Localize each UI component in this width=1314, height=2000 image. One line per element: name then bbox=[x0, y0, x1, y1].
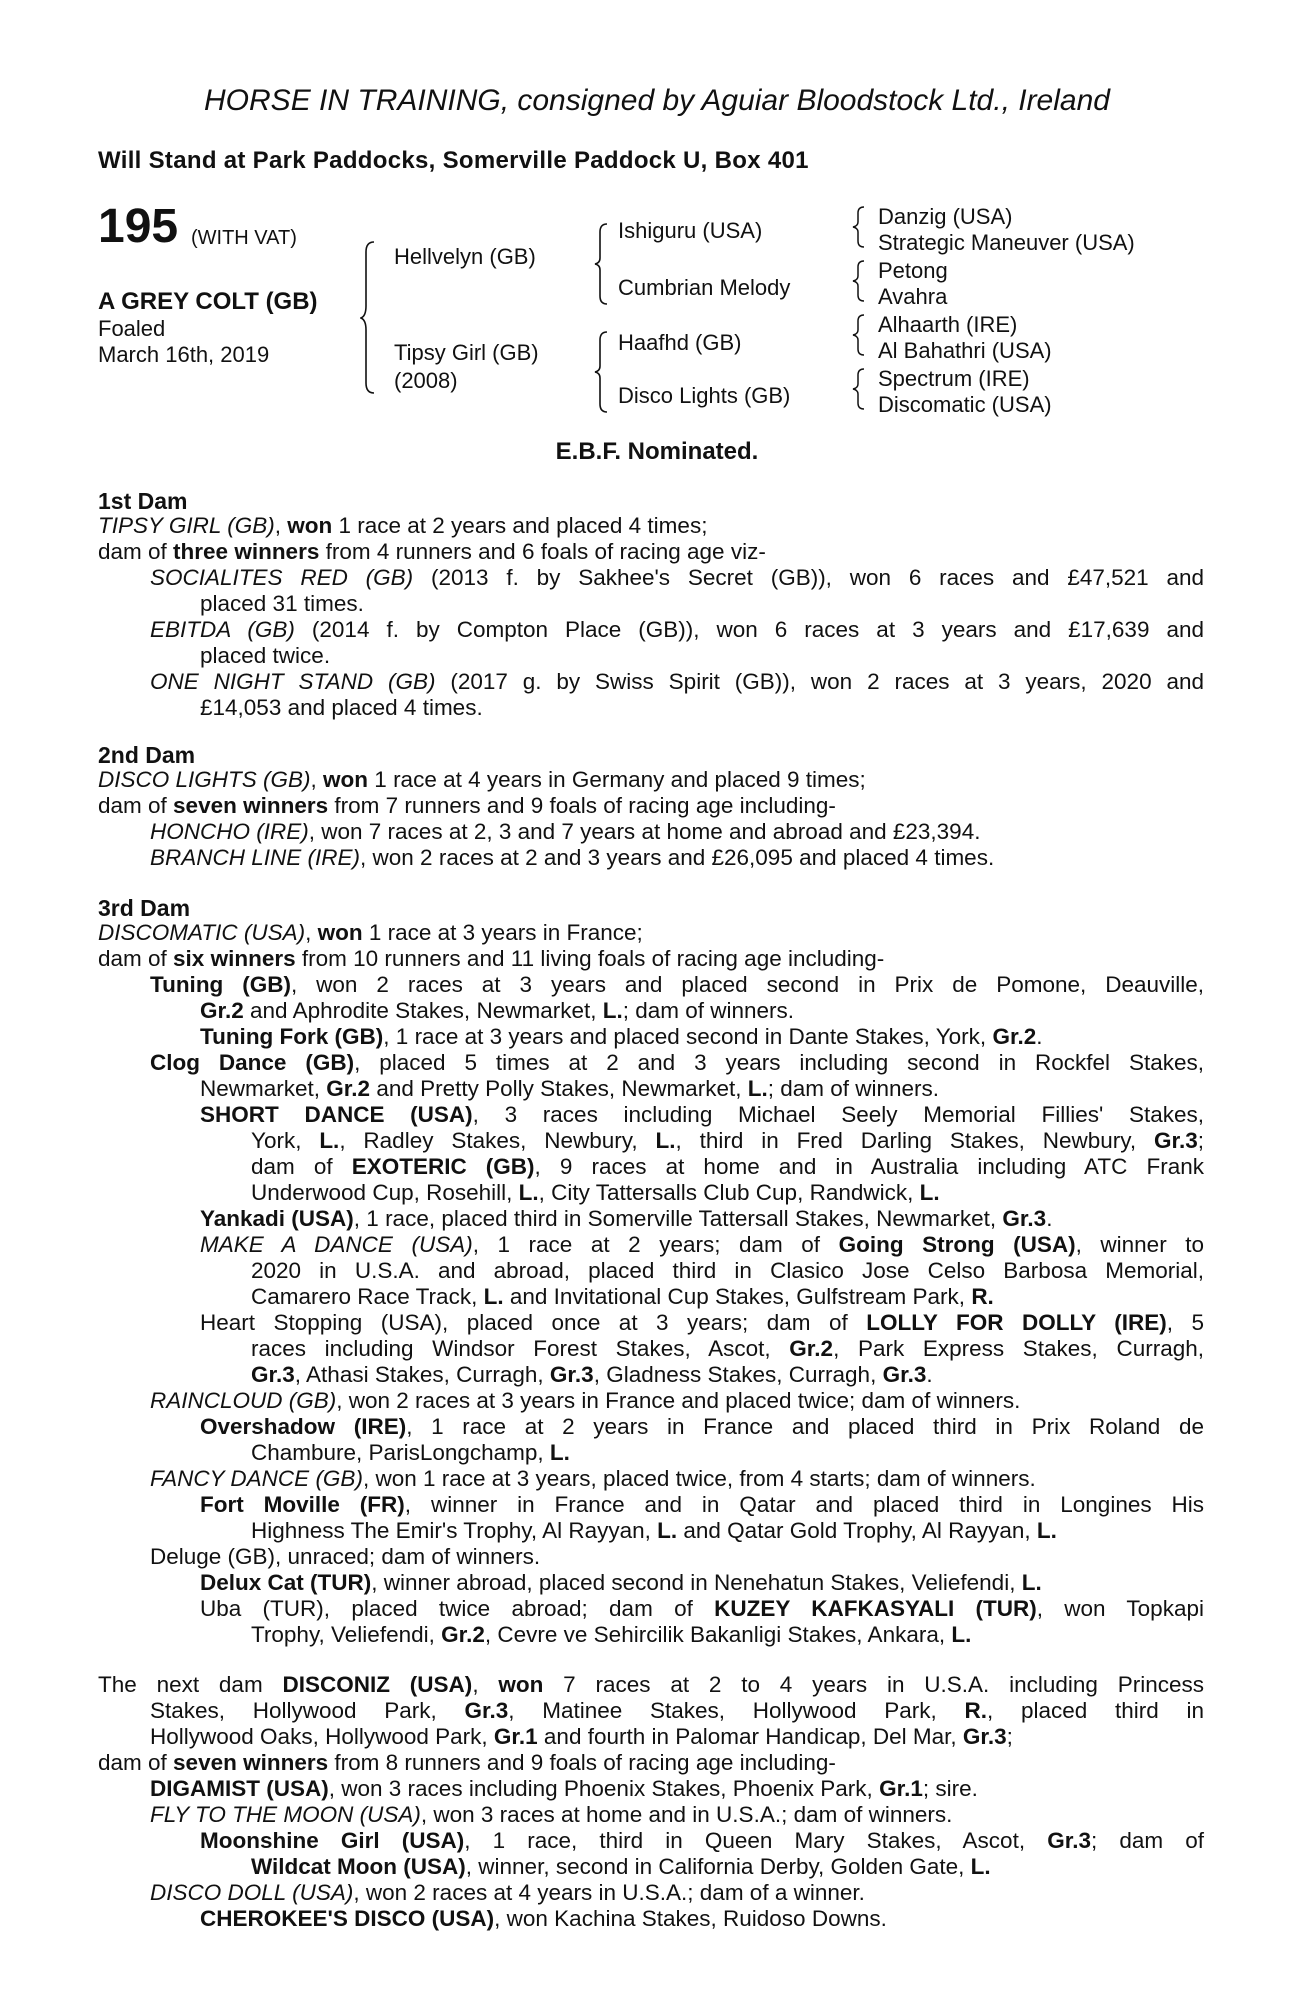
next-dam-line: DISCO DOLL (USA), won 2 races at 4 years in U.S.A.; dam of a winner. bbox=[150, 1880, 865, 1905]
third-dam-line: Delux Cat (TUR), winner abroad, placed second in Nenehatun Stakes, Veliefendi, L. bbox=[200, 1570, 1042, 1595]
third-dam-line: Tuning Fork (GB), 1 race at 3 years and placed second in Dante Stakes, York, Gr.2. bbox=[200, 1024, 1043, 1049]
next-dam-line: FLY TO THE MOON (USA), won 3 races at home and in U.S.A.; dam of winners. bbox=[150, 1802, 953, 1827]
third-dam-line: Trophy, Veliefendi, Gr.2, Cevre ve Sehircilik Bakanligi Stakes, Ankara, L. bbox=[251, 1622, 972, 1647]
pedigree-g5: Alhaarth (IRE) bbox=[878, 312, 1018, 337]
first-dam-line: EBITDA (GB) (2014 f. by Compton Place (GB)), won 6 races at 3 years and £17,639 and bbox=[150, 617, 1204, 642]
pedigree-g6: Al Bahathri (USA) bbox=[878, 338, 1052, 363]
next-dam-line: Wildcat Moon (USA), winner, second in California Derby, Golden Gate, L. bbox=[251, 1854, 991, 1879]
pedigree-sire-dam: Cumbrian Melody bbox=[618, 275, 791, 300]
second-dam-line: HONCHO (IRE), won 7 races at 2, 3 and 7 years at home and abroad and £23,394. bbox=[150, 819, 981, 844]
first-dam-heading: 1st Dam bbox=[98, 488, 188, 514]
third-dam-line: Gr.2 and Aphrodite Stakes, Newmarket, L.; dam of winners. bbox=[200, 998, 795, 1023]
third-dam-line: Fort Moville (FR), winner in France and in Qatar and placed third in Longines His bbox=[200, 1492, 1204, 1517]
foaled-label: Foaled bbox=[98, 316, 166, 341]
third-dam-line: Newmarket, Gr.2 and Pretty Polly Stakes, Newmarket, L.; dam of winners. bbox=[200, 1076, 940, 1101]
third-dam-line: MAKE A DANCE (USA), 1 race at 2 years; dam of Going Strong (USA), winner to bbox=[200, 1232, 1204, 1257]
next-dam-line: CHEROKEE'S DISCO (USA), won Kachina Stakes, Ruidoso Downs. bbox=[200, 1906, 887, 1931]
pedigree-g3: Petong bbox=[878, 258, 948, 283]
third-dam-line: Heart Stopping (USA), placed once at 3 years; dam of LOLLY FOR DOLLY (IRE), 5 bbox=[200, 1310, 1204, 1335]
pedigree-g1: Danzig (USA) bbox=[878, 204, 1013, 229]
foaled-date: March 16th, 2019 bbox=[98, 342, 270, 367]
next-dam-line: Stakes, Hollywood Park, Gr.3, Matinee Stakes, Hollywood Park, R., placed third in bbox=[150, 1698, 1204, 1723]
third-dam-line: Camarero Race Track, L. and Invitational Cup Stakes, Gulfstream Park, R. bbox=[251, 1284, 994, 1309]
pedigree-brace-g2 bbox=[851, 259, 867, 303]
vat-note: (WITH VAT) bbox=[191, 227, 297, 249]
pedigree-brace-g4 bbox=[851, 367, 867, 411]
third-dam-line: Deluge (GB), unraced; dam of winners. bbox=[150, 1544, 541, 1569]
first-dam-line: SOCIALITES RED (GB) (2013 f. by Sakhee's Secret (GB)), won 6 races and £47,521 and bbox=[150, 565, 1204, 590]
pedigree-brace-sire bbox=[594, 222, 610, 306]
pedigree-sire: Hellvelyn (GB) bbox=[394, 244, 536, 269]
lot-description: A GREY COLT (GB) bbox=[98, 288, 318, 315]
third-dam-line: Clog Dance (GB), placed 5 times at 2 and 3 years including second in Rockfel Stakes, bbox=[150, 1050, 1204, 1075]
first-dam-line: ONE NIGHT STAND (GB) (2017 g. by Swiss Spirit (GB)), won 2 races at 3 years, 2020 and bbox=[150, 669, 1204, 694]
pedigree-g7: Spectrum (IRE) bbox=[878, 366, 1030, 391]
third-dam-line: Tuning (GB), won 2 races at 3 years and placed second in Prix de Pomone, Deauville, bbox=[150, 972, 1204, 997]
third-dam-line: Overshadow (IRE), 1 race at 2 years in France and placed third in Prix Roland de bbox=[200, 1414, 1204, 1439]
first-dam-line: £14,053 and placed 4 times. bbox=[200, 695, 483, 720]
third-dam-line: Highness The Emir's Trophy, Al Rayyan, L. and Qatar Gold Trophy, Al Rayyan, L. bbox=[251, 1518, 1057, 1543]
pedigree-brace-g1 bbox=[851, 205, 867, 249]
third-dam-line: FANCY DANCE (GB), won 1 race at 3 years, placed twice, from 4 starts; dam of winners. bbox=[150, 1466, 1036, 1491]
next-dam-line: The next dam DISCONIZ (USA), won 7 races at 2 to 4 years in U.S.A. including Princess bbox=[98, 1672, 1204, 1697]
third-dam-line: Gr.3, Athasi Stakes, Curragh, Gr.3, Gladness Stakes, Curragh, Gr.3. bbox=[251, 1362, 933, 1387]
pedigree-brace-dam bbox=[594, 330, 610, 414]
third-dam-line: SHORT DANCE (USA), 3 races including Michael Seely Memorial Fillies' Stakes, bbox=[200, 1102, 1204, 1127]
third-dam-line: York, L., Radley Stakes, Newbury, L., third in Fred Darling Stakes, Newbury, Gr.3; bbox=[251, 1128, 1204, 1153]
second-dam-line: BRANCH LINE (IRE), won 2 races at 2 and 3 years and £26,095 and placed 4 times. bbox=[150, 845, 995, 870]
catalogue-header: HORSE IN TRAINING, consigned by Aguiar Bloodstock Ltd., Ireland bbox=[204, 84, 1110, 117]
third-dam-line: races including Windsor Forest Stakes, Ascot, Gr.2, Park Express Stakes, Curragh, bbox=[251, 1336, 1204, 1361]
first-dam-line: TIPSY GIRL (GB), won 1 race at 2 years and placed 4 times; bbox=[98, 513, 708, 538]
second-dam-heading: 2nd Dam bbox=[98, 742, 196, 768]
stand-location: Will Stand at Park Paddocks, Somerville Paddock U, Box 401 bbox=[98, 147, 809, 174]
third-dam-line: RAINCLOUD (GB), won 2 races at 3 years in France and placed twice; dam of winners. bbox=[150, 1388, 1021, 1413]
next-dam-line: Hollywood Oaks, Hollywood Park, Gr.1 and fourth in Palomar Handicap, Del Mar, Gr.3; bbox=[150, 1724, 1013, 1749]
ebf-nominated: E.B.F. Nominated. bbox=[555, 438, 759, 465]
next-dam-line: Moonshine Girl (USA), 1 race, third in Queen Mary Stakes, Ascot, Gr.3; dam of bbox=[200, 1828, 1204, 1853]
pedigree-g2: Strategic Maneuver (USA) bbox=[878, 230, 1135, 255]
pedigree-dam-year: (2008) bbox=[394, 368, 458, 393]
third-dam-line: Chambure, ParisLongchamp, L. bbox=[251, 1440, 570, 1465]
third-dam-line: Yankadi (USA), 1 race, placed third in Somerville Tattersall Stakes, Newmarket, Gr.3. bbox=[200, 1206, 1053, 1231]
second-dam-line: dam of seven winners from 7 runners and 9 foals of racing age including- bbox=[98, 793, 836, 818]
pedigree-g4: Avahra bbox=[878, 284, 948, 309]
pedigree-g8: Discomatic (USA) bbox=[878, 392, 1052, 417]
third-dam-line: DISCOMATIC (USA), won 1 race at 3 years in France; bbox=[98, 920, 643, 945]
second-dam-line: DISCO LIGHTS (GB), won 1 race at 4 years in Germany and placed 9 times; bbox=[98, 767, 866, 792]
third-dam-line: 2020 in U.S.A. and abroad, placed third in Clasico Jose Celso Barbosa Memorial, bbox=[251, 1258, 1204, 1283]
lot-number: 195 bbox=[98, 200, 179, 253]
first-dam-line: dam of three winners from 4 runners and 6 foals of racing age viz- bbox=[98, 539, 766, 564]
pedigree-sire-sire: Ishiguru (USA) bbox=[618, 218, 763, 243]
third-dam-heading: 3rd Dam bbox=[98, 895, 191, 921]
third-dam-line: dam of six winners from 10 runners and 11 living foals of racing age including- bbox=[98, 946, 885, 971]
pedigree-dam-dam: Disco Lights (GB) bbox=[618, 383, 791, 408]
third-dam-line: Underwood Cup, Rosehill, L., City Tattersalls Club Cup, Randwick, L. bbox=[251, 1180, 940, 1205]
pedigree-dam: Tipsy Girl (GB) bbox=[394, 340, 539, 365]
first-dam-line: placed twice. bbox=[200, 643, 331, 668]
third-dam-line: Uba (TUR), placed twice abroad; dam of KUZEY KAFKASYALI (TUR), won Topkapi bbox=[200, 1596, 1204, 1621]
first-dam-line: placed 31 times. bbox=[200, 591, 364, 616]
next-dam-line: dam of seven winners from 8 runners and 9 foals of racing age including- bbox=[98, 1750, 836, 1775]
next-dam-line: DIGAMIST (USA), won 3 races including Phoenix Stakes, Phoenix Park, Gr.1; sire. bbox=[150, 1776, 978, 1801]
pedigree-dam-sire: Haafhd (GB) bbox=[618, 330, 742, 355]
pedigree-brace-g3 bbox=[851, 313, 867, 357]
pedigree-brace-main bbox=[360, 240, 378, 395]
third-dam-line: dam of EXOTERIC (GB), 9 races at home and in Australia including ATC Frank bbox=[251, 1154, 1204, 1179]
